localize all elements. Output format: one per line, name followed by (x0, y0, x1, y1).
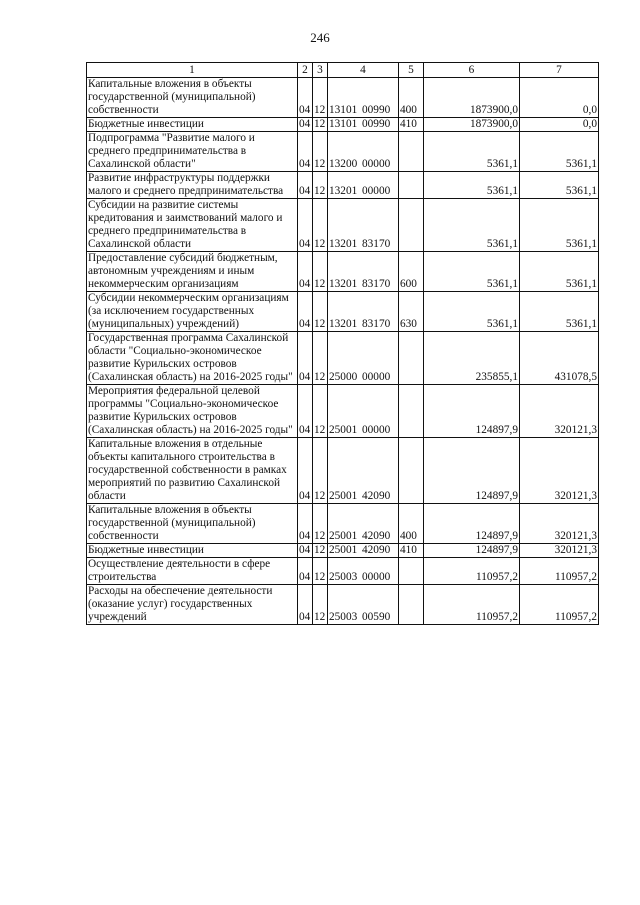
section-code: 04 (298, 118, 313, 132)
table-row (87, 544, 599, 558)
target-article-code-part1: 13201 (329, 278, 358, 290)
column-header: 1 (87, 63, 298, 78)
amount-year-2: 5361,1 (520, 292, 599, 332)
section-code: 04 (298, 78, 313, 118)
budget-table (86, 62, 599, 625)
target-article-code-part2: 83170 (362, 318, 391, 330)
section-code: 04 (298, 292, 313, 332)
row-name: Бюджетные инвестиции (87, 544, 298, 558)
expense-type-code (399, 585, 424, 625)
target-article-code (328, 118, 399, 132)
amount-year-2: 0,0 (520, 78, 599, 118)
target-article-code (328, 558, 399, 585)
target-article-code-part2: 42090 (362, 544, 391, 556)
row-name: Расходы на обеспечение деятельности (оказание услуг) государственных учреждений (87, 585, 298, 625)
row-name: Подпрограмма "Развитие малого и среднего предпринимательства в Сахалинской области" (87, 132, 298, 172)
subsection-code: 12 (313, 292, 328, 332)
subsection-code: 12 (313, 199, 328, 252)
subsection-code: 12 (313, 585, 328, 625)
expense-type-code (399, 558, 424, 585)
row-name: Осуществление деятельности в сфере строительства (87, 558, 298, 585)
target-article-code-part1: 13201 (329, 238, 358, 250)
section-code: 04 (298, 332, 313, 385)
amount-year-2: 5361,1 (520, 199, 599, 252)
table-row (87, 252, 599, 292)
target-article-code-part2: 00000 (362, 424, 391, 436)
amount-year-2: 320121,3 (520, 544, 599, 558)
section-code: 04 (298, 199, 313, 252)
target-article-code-part2: 00000 (362, 158, 391, 170)
target-article-code-part1: 25001 (329, 530, 358, 542)
target-article-code-part1: 13200 (329, 158, 358, 170)
amount-year-2: 431078,5 (520, 332, 599, 385)
row-name: Развитие инфраструктуры поддержки малого и среднего предпринимательства (87, 172, 298, 199)
amount-year-1: 1873900,0 (424, 118, 520, 132)
row-name: Капитальные вложения в объекты государственной (муниципальной) собственности (87, 78, 298, 118)
table-row (87, 172, 599, 199)
target-article-code (328, 252, 399, 292)
target-article-code (328, 438, 399, 504)
target-article-code-part2: 00000 (362, 371, 391, 383)
target-article-code-part1: 25001 (329, 490, 358, 502)
target-article-code-part2: 00990 (362, 104, 391, 116)
column-header: 2 (298, 63, 313, 78)
amount-year-2: 110957,2 (520, 558, 599, 585)
amount-year-1: 5361,1 (424, 252, 520, 292)
expense-type-code: 400 (399, 78, 424, 118)
target-article-code (328, 78, 399, 118)
amount-year-1: 124897,9 (424, 438, 520, 504)
subsection-code: 12 (313, 78, 328, 118)
amount-year-1: 5361,1 (424, 199, 520, 252)
target-article-code-part2: 00590 (362, 611, 391, 623)
target-article-code (328, 292, 399, 332)
target-article-code (328, 585, 399, 625)
column-header: 5 (399, 63, 424, 78)
target-article-code-part2: 42090 (362, 490, 391, 502)
page-number: 246 (310, 30, 330, 45)
table-row (87, 504, 599, 544)
amount-year-2: 5361,1 (520, 132, 599, 172)
subsection-code: 12 (313, 438, 328, 504)
subsection-code: 12 (313, 558, 328, 585)
amount-year-1: 110957,2 (424, 558, 520, 585)
table-row (87, 558, 599, 585)
section-code: 04 (298, 438, 313, 504)
column-header: 4 (328, 63, 399, 78)
section-code: 04 (298, 585, 313, 625)
amount-year-2: 320121,3 (520, 438, 599, 504)
subsection-code: 12 (313, 504, 328, 544)
table-row (87, 199, 599, 252)
target-article-code-part1: 13201 (329, 318, 358, 330)
target-article-code (328, 199, 399, 252)
target-article-code-part1: 25003 (329, 571, 358, 583)
target-article-code (328, 172, 399, 199)
expense-type-code (399, 199, 424, 252)
table-row (87, 332, 599, 385)
target-article-code (328, 332, 399, 385)
table-row (87, 438, 599, 504)
target-article-code-part1: 25003 (329, 611, 358, 623)
expense-type-code: 410 (399, 118, 424, 132)
column-header: 3 (313, 63, 328, 78)
header-row (87, 63, 599, 78)
table-row (87, 78, 599, 118)
row-name: Мероприятия федеральной целевой программы "Социально-экономическое развитие Курильских островов (Сахалинская область) на 2016-2025 годы" (87, 385, 298, 438)
target-article-code-part1: 25000 (329, 371, 358, 383)
amount-year-1: 124897,9 (424, 504, 520, 544)
target-article-code-part1: 25001 (329, 424, 358, 436)
amount-year-1: 5361,1 (424, 132, 520, 172)
target-article-code-part1: 13201 (329, 185, 358, 197)
target-article-code (328, 504, 399, 544)
amount-year-1: 235855,1 (424, 332, 520, 385)
target-article-code (328, 544, 399, 558)
section-code: 04 (298, 385, 313, 438)
section-code: 04 (298, 132, 313, 172)
row-name: Капитальные вложения в объекты государственной (муниципальной) собственности (87, 504, 298, 544)
target-article-code-part1: 13101 (329, 118, 358, 130)
expense-type-code (399, 385, 424, 438)
amount-year-2: 320121,3 (520, 385, 599, 438)
row-name: Субсидии некоммерческим организациям (за исключением государственных (муниципальных) учреждений) (87, 292, 298, 332)
amount-year-2: 320121,3 (520, 504, 599, 544)
target-article-code-part2: 83170 (362, 278, 391, 290)
target-article-code (328, 132, 399, 172)
target-article-code-part2: 42090 (362, 530, 391, 542)
amount-year-1: 1873900,0 (424, 78, 520, 118)
column-header: 7 (520, 63, 599, 78)
section-code: 04 (298, 252, 313, 292)
amount-year-1: 5361,1 (424, 292, 520, 332)
expense-type-code (399, 132, 424, 172)
subsection-code: 12 (313, 252, 328, 292)
row-name: Субсидии на развитие системы кредитования и заимствований малого и среднего предпринимательства в Сахалинской области (87, 199, 298, 252)
amount-year-1: 124897,9 (424, 385, 520, 438)
amount-year-1: 5361,1 (424, 172, 520, 199)
subsection-code: 12 (313, 132, 328, 172)
table-row (87, 385, 599, 438)
expense-type-code: 400 (399, 504, 424, 544)
amount-year-1: 110957,2 (424, 585, 520, 625)
section-code: 04 (298, 504, 313, 544)
table-row (87, 132, 599, 172)
amount-year-1: 124897,9 (424, 544, 520, 558)
column-header: 6 (424, 63, 520, 78)
amount-year-2: 5361,1 (520, 172, 599, 199)
target-article-code-part2: 00990 (362, 118, 391, 130)
expense-type-code: 410 (399, 544, 424, 558)
section-code: 04 (298, 544, 313, 558)
target-article-code-part2: 83170 (362, 238, 391, 250)
row-name: Государственная программа Сахалинской области "Социально-экономическое развитие Курильских островов (Сахалинская область) на 2016-2025 годы" (87, 332, 298, 385)
section-code: 04 (298, 558, 313, 585)
section-code: 04 (298, 172, 313, 199)
row-name: Бюджетные инвестиции (87, 118, 298, 132)
expense-type-code (399, 438, 424, 504)
subsection-code: 12 (313, 172, 328, 199)
subsection-code: 12 (313, 118, 328, 132)
expense-type-code: 630 (399, 292, 424, 332)
subsection-code: 12 (313, 385, 328, 438)
table-row (87, 585, 599, 625)
target-article-code-part2: 00000 (362, 571, 391, 583)
target-article-code-part1: 25001 (329, 544, 358, 556)
target-article-code-part1: 13101 (329, 104, 358, 116)
target-article-code (328, 385, 399, 438)
subsection-code: 12 (313, 544, 328, 558)
expense-type-code: 600 (399, 252, 424, 292)
row-name: Капитальные вложения в отдельные объекты капитального строительства в государственной собственности в рамках мероприятий по развитию Сахалинской области (87, 438, 298, 504)
target-article-code-part2: 00000 (362, 185, 391, 197)
table-row (87, 292, 599, 332)
amount-year-2: 5361,1 (520, 252, 599, 292)
expense-type-code (399, 172, 424, 199)
amount-year-2: 0,0 (520, 118, 599, 132)
expense-type-code (399, 332, 424, 385)
row-name: Предоставление субсидий бюджетным, автономным учреждениям и иным некоммерческим организациям (87, 252, 298, 292)
amount-year-2: 110957,2 (520, 585, 599, 625)
subsection-code: 12 (313, 332, 328, 385)
table-row (87, 118, 599, 132)
